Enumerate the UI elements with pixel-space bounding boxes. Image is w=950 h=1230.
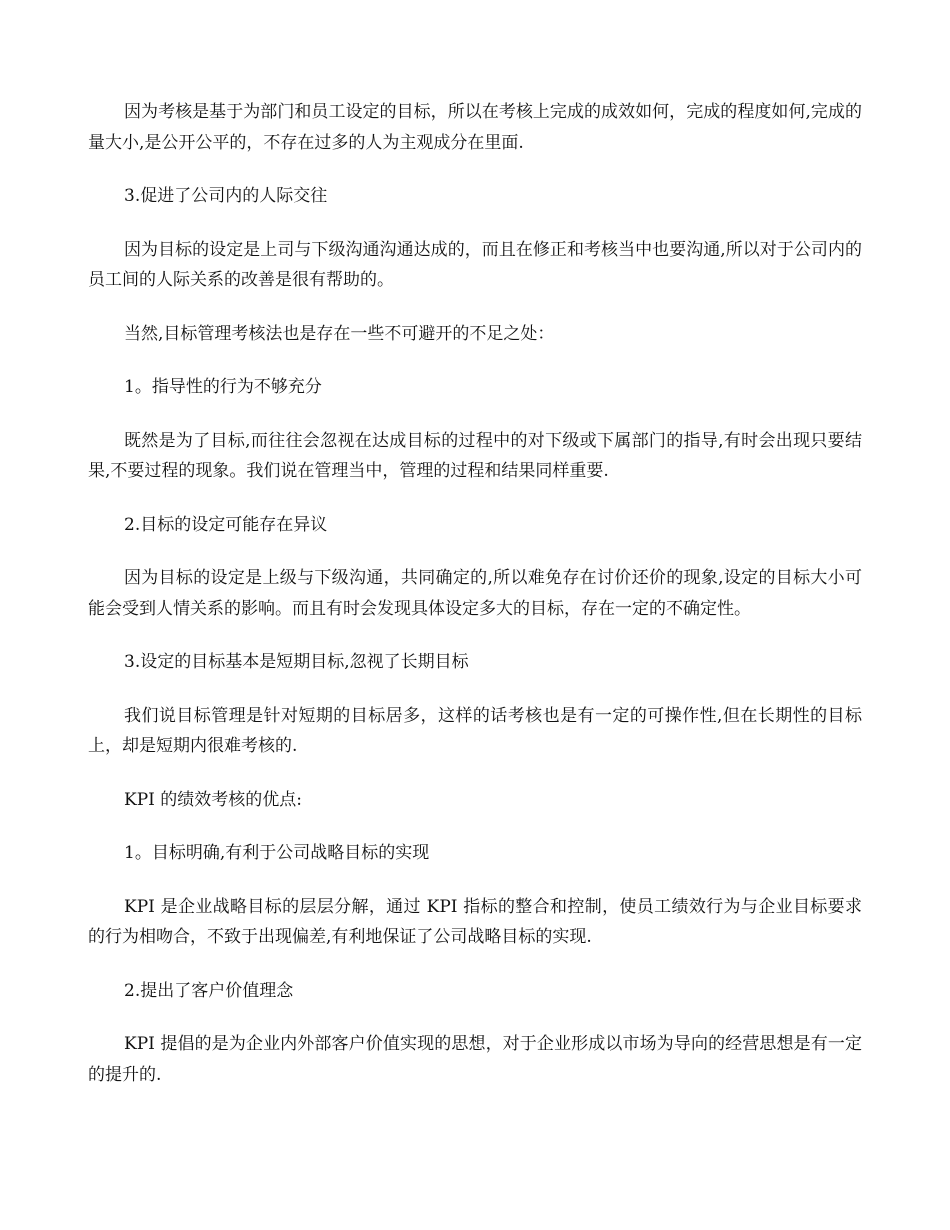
heading-shortcomings-intro: 当然,目标管理考核法也是存在一些不可避开的不足之处： <box>124 323 555 344</box>
heading-interpersonal-communication: 3.促进了公司内的人际交往 <box>124 186 328 206</box>
heading-kpi-advantages: KPI 的绩效考核的优点: <box>124 789 302 810</box>
paragraph-interpersonal-communication: 因为目标的设定是上司与下级沟通沟通达成的，而且在修正和考核当中也要沟通,所以对于公司内的员工间的人际关系的改善是很有帮助的。 <box>88 239 862 290</box>
paragraph-short-term-goals: 我们说目标管理是针对短期的目标居多，这样的话考核也是有一定的可操作性,但在长期性的目标上，却是短期内很难考核的. <box>88 705 862 756</box>
paragraph-assessment-fairness: 因为考核是基于为部门和员工设定的目标，所以在考核上完成的成效如何，完成的程度如何,完成的量大小,是公开公平的，不存在过多的人为主观成分在里面. <box>88 102 862 153</box>
heading-short-term-goals: 3.设定的目标基本是短期目标,忽视了长期目标 <box>124 652 469 672</box>
paragraph-clear-goals: KPI 是企业战略目标的层层分解，通过 KPI 指标的整合和控制，使员工绩效行为与企业目标要求的行为相吻合，不致于出现偏差,有利地保证了公司战略目标的实现. <box>88 896 862 947</box>
paragraph-goal-setting-disputes: 因为目标的设定是上级与下级沟通，共同确定的,所以难免存在讨价还价的现象,设定的目标大小可能会受到人情关系的影响。而且有时会发现具体设定多大的目标，存在一定的不确定性。 <box>88 568 862 619</box>
heading-insufficient-guidance: 1。指导性的行为不够充分 <box>124 377 322 397</box>
heading-clear-goals: 1。目标明确,有利于公司战略目标的实现 <box>124 843 430 863</box>
paragraph-insufficient-guidance: 既然是为了目标,而往往会忽视在达成目标的过程中的对下级或下属部门的指导,有时会出现只要结果,不要过程的现象。我们说在管理当中，管理的过程和结果同样重要. <box>88 430 862 481</box>
document-page <box>88 97 862 1113</box>
heading-goal-setting-disputes: 2.目标的设定可能存在异议 <box>124 514 328 535</box>
heading-customer-value: 2.提出了客户价值理念 <box>124 980 294 1001</box>
paragraph-customer-value: KPI 提倡的是为企业内外部客户价值实现的思想，对于企业形成以市场为导向的经营思想是有一定的提升的. <box>88 1034 862 1085</box>
